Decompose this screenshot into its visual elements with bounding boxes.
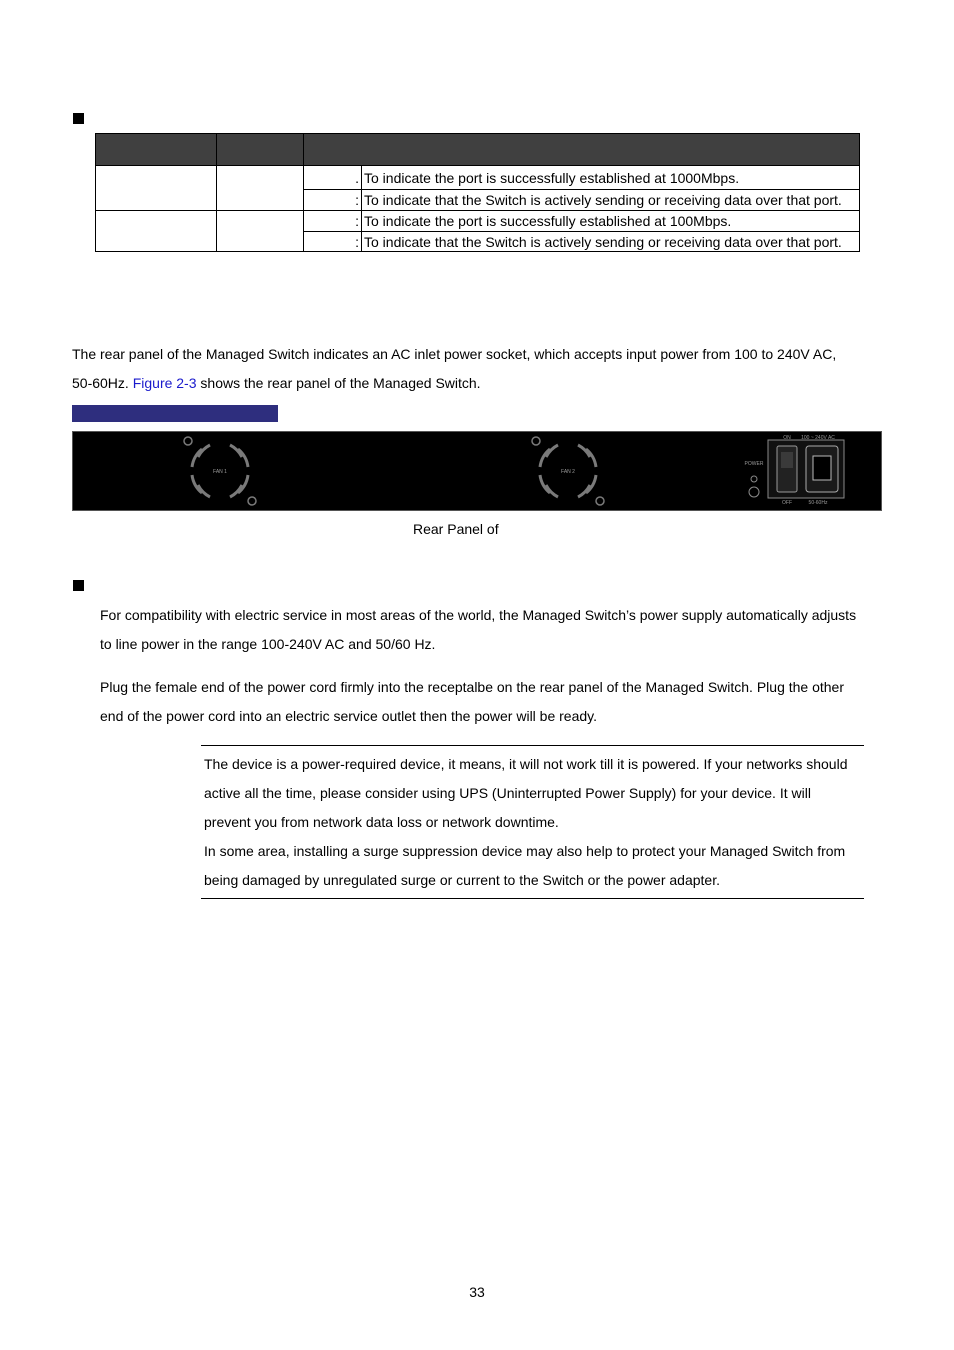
note-line: In some area, installing a surge suppression device may also help to protect your Managed Switch from <box>204 843 846 859</box>
led-name-cell <box>96 166 217 211</box>
led-table <box>95 133 860 252</box>
function-colon: : <box>304 190 362 211</box>
note-line: prevent you from network data loss or network downtime. <box>204 814 559 830</box>
led-name-cell <box>96 211 217 252</box>
rear-intro-line: The rear panel of the Managed Switch indicates an AC inlet power socket, which accepts input power from 100 to 240V AC, <box>72 346 837 362</box>
function-colon: : <box>304 211 362 232</box>
power-paragraph-2 <box>100 673 900 731</box>
function-colon: . <box>304 166 362 190</box>
rear-panel-image <box>72 431 882 511</box>
ground-icon <box>749 487 759 497</box>
function-description: To indicate the port is successfully established at 100Mbps. <box>362 211 860 232</box>
page-number: 33 <box>469 1284 485 1300</box>
function-description: To indicate the port is successfully established at 1000Mbps. <box>362 166 860 190</box>
header-cell <box>96 134 217 166</box>
fan-2-label: FAN 2 <box>561 469 575 475</box>
rear-panel-drawing <box>73 432 881 510</box>
function-colon: : <box>304 232 362 252</box>
header-cell <box>304 134 860 166</box>
paragraph-line: to line power in the range 100-240V AC and 50/60 Hz. <box>100 636 436 652</box>
led-color-cell <box>217 166 304 211</box>
note-text <box>204 750 848 895</box>
ac-inlet-pins <box>813 456 831 480</box>
off-label: OFF <box>782 500 792 506</box>
frequency-label: 50-60Hz <box>808 500 828 506</box>
text-span: 50-60Hz. <box>72 375 133 391</box>
section-bullet <box>73 113 84 124</box>
led-color-cell <box>217 211 304 252</box>
rear-intro-paragraph <box>72 340 892 398</box>
ground-screw-icon <box>751 476 757 482</box>
note-line: being damaged by unregulated surge or current to the Switch or the power adapter. <box>204 872 720 888</box>
function-description: To indicate that the Switch is actively sending or receiving data over that port. <box>362 232 860 252</box>
figure-caption: Rear Panel of <box>413 521 499 537</box>
power-label: POWER <box>744 461 764 467</box>
table-row <box>96 211 860 232</box>
paragraph-line: end of the power cord into an electric service outlet then the power will be ready. <box>100 708 598 724</box>
section-bullet <box>73 580 84 591</box>
table-header-row <box>96 134 860 166</box>
on-label: ON <box>783 435 791 441</box>
paragraph-line: For compatibility with electric service in most areas of the world, the Managed Switch’s power supply automatically adjusts <box>100 607 857 623</box>
figure-title-bar <box>72 405 278 422</box>
function-description: To indicate that the Switch is actively sending or receiving data over that port. <box>362 190 860 211</box>
power-paragraph-1 <box>100 601 900 659</box>
figure-link[interactable]: Figure 2-3 <box>132 375 197 391</box>
note-line: active all the time, please consider using UPS (Uninterrupted Power Supply) for your device. It will <box>204 785 811 801</box>
ac-rating-label: 100 ~ 240V AC <box>801 435 835 441</box>
paragraph-line: Plug the female end of the power cord firmly into the receptalbe on the rear panel of the Managed Switch. Plug the other <box>100 679 845 695</box>
table-row <box>96 166 860 190</box>
header-cell <box>217 134 304 166</box>
note-line: The device is a power-required device, it means, it will not work till it is powered. If your networks should <box>204 756 848 772</box>
rear-intro-line <box>72 369 892 398</box>
note-box <box>201 745 864 899</box>
text-span: shows the rear panel of the Managed Switch. <box>196 375 481 391</box>
fan-1-label: FAN 1 <box>213 469 227 475</box>
power-switch-rocker <box>781 452 793 468</box>
